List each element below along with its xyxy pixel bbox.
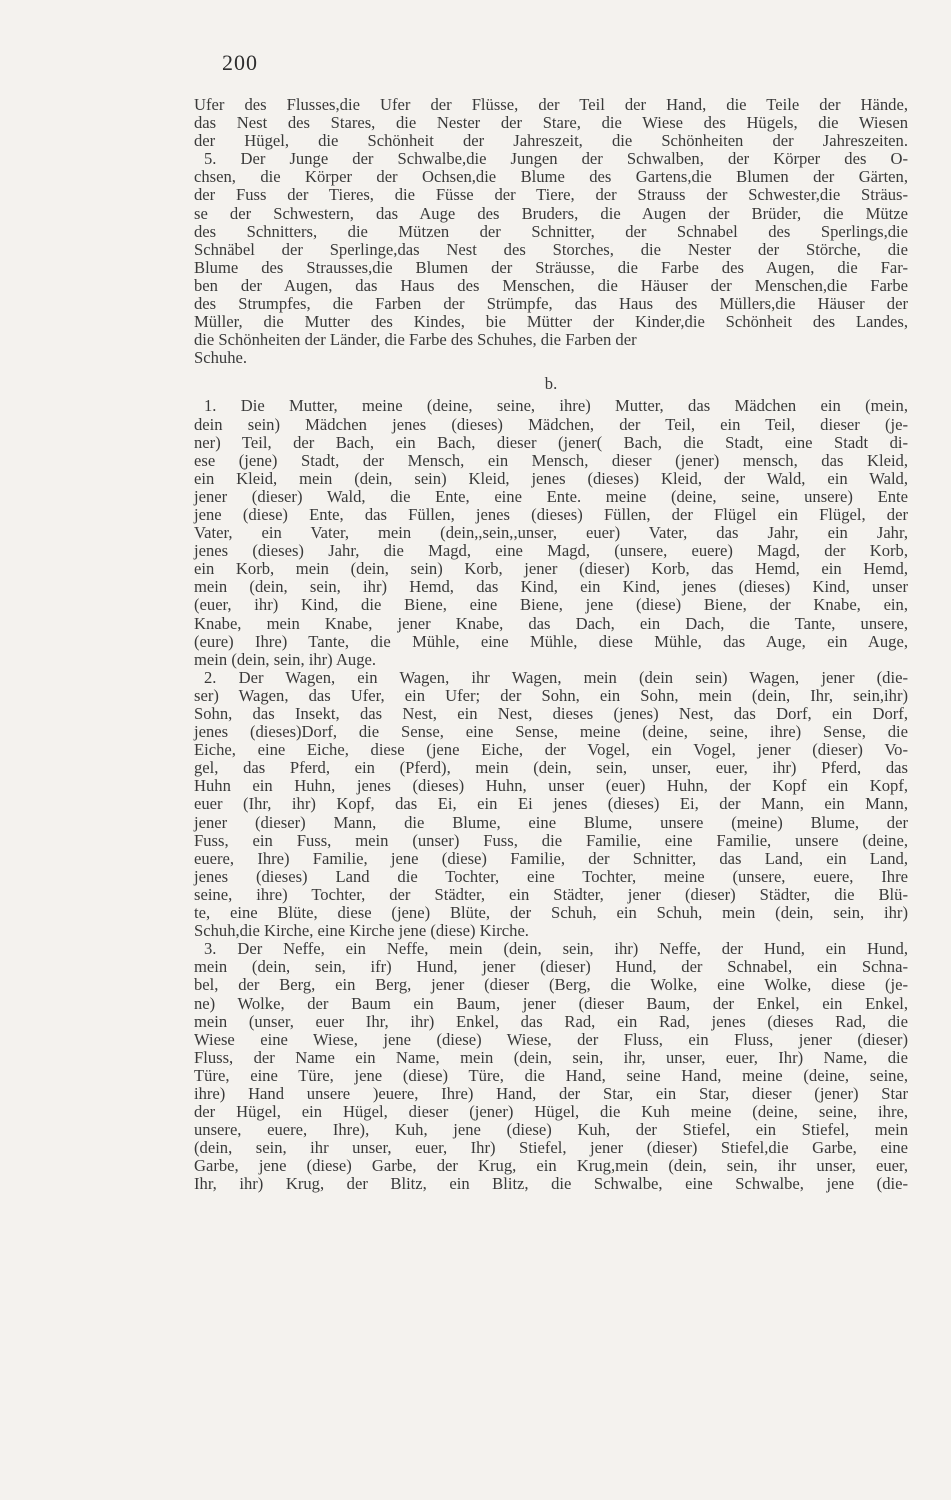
text-line: Knabe, mein Knabe, jener Knabe, das Dach, ein Dach, die Tante, unsere, bbox=[194, 613, 908, 633]
text-line: jener (dieser) Wald, die Ente, eine Ente. meine (deine, seine, unsere) Ente bbox=[194, 486, 908, 506]
text-line: Fuss, ein Fuss, mein (unser) Fuss, die Familie, eine Familie, unsere (deine, bbox=[194, 830, 908, 850]
text-line: ser) Wagen, das Ufer, ein Ufer; der Sohn, ein Sohn, mein (dein, Ihr, sein,ihr) bbox=[194, 685, 908, 705]
text-line: Sohn, das Insekt, das Nest, ein Nest, dieses (jenes) Nest, das Dorf, ein Dorf, bbox=[194, 704, 908, 723]
text-line: Garbe, jene (diese) Garbe, der Krug, ein Krug,mein (dein, sein, ihr unser, euer, bbox=[194, 1156, 908, 1176]
text-line: des Schnitters, die Mützen der Schnitter, der Schnabel des Sperlings,die bbox=[194, 221, 908, 241]
page-number: 200 bbox=[222, 50, 258, 75]
text-line: die Schönheiten der Länder, die Farbe des Schuhes, die Farben der bbox=[194, 330, 637, 350]
text-line: das Nest des Stares, die Nester der Stare, die Wiese des Hügels, die Wiesen bbox=[194, 113, 908, 133]
text-line: te, eine Blüte, diese (jene) Blüte, der Schuh, ein Schuh, mein (dein, sein, ihr) bbox=[194, 903, 908, 923]
text-line: jenes (dieses) Land die Tochter, eine Tochter, meine (unsere, euere, Ihre bbox=[194, 866, 908, 886]
text-line: Ufer des Flusses,die Ufer der Flüsse, der Teil der Hand, die Teile der Hände, bbox=[194, 95, 908, 114]
text-line: 1. Die Mutter, meine (deine, seine, ihre) Mutter, das Mädchen ein (mein, bbox=[204, 396, 908, 416]
text-line: (eure) Ihre) Tante, die Mühle, eine Mühle, diese Mühle, das Auge, ein Auge, bbox=[194, 631, 908, 651]
section-b-heading: b. bbox=[544, 374, 558, 394]
text-line: Schuhe. bbox=[194, 348, 247, 368]
text-line: 2. Der Wagen, ein Wagen, ihr Wagen, mein (dein sein) Wagen, jener (die- bbox=[204, 667, 908, 687]
text-line: gel, das Pferd, ein (Pferd), mein (dein, sein, unser, euer, ihr) Pferd, das bbox=[194, 758, 908, 778]
text-line: der Fuss der Tieres, die Füsse der Tiere, der Strauss der Schwester,die Sträus- bbox=[194, 185, 908, 205]
text-line: ese (jene) Stadt, der Mensch, ein Mensch, dieser (jener) mensch, das Kleid, bbox=[194, 450, 908, 470]
text-line: (dein, sein, ihr unser, euer, Ihr) Stiefel, jener (dieser) Stiefel,die Garbe, eine bbox=[194, 1138, 908, 1158]
text-line: Vater, ein Vater, mein (dein,,sein,,unser, euer) Vater, das Jahr, ein Jahr, bbox=[194, 523, 908, 543]
text-line: euere, Ihre) Familie, jene (diese) Familie, der Schnitter, das Land, ein Land, bbox=[194, 848, 908, 868]
text-line: jenes (dieses)Dorf, die Sense, eine Sense, meine (deine, seine, ihre) Sense, die bbox=[194, 722, 908, 742]
text-line: ben der Augen, das Haus des Menschen, die Häuser der Menschen,die Farbe bbox=[194, 275, 908, 295]
text-line: se der Schwestern, das Auge des Bruders, die Augen der Brüder, die Mütze bbox=[194, 203, 908, 223]
text-line: bel, der Berg, ein Berg, jener (dieser (Berg, die Wolke, eine Wolke, diese (je- bbox=[194, 975, 908, 995]
text-line: Türe, eine Türe, jene (diese) Türe, die Hand, seine Hand, meine (deine, seine, bbox=[194, 1065, 908, 1085]
text-line: Blume des Strausses,die Blumen der Sträusse, die Farbe des Augen, die Far- bbox=[194, 257, 908, 277]
text-line: Eiche, eine Eiche, diese (jene Eiche, der Vogel, ein Vogel, jener (dieser) Vo- bbox=[194, 740, 908, 760]
text-line: euer (Ihr, ihr) Kopf, das Ei, ein Ei jenes (dieses) Ei, der Mann, ein Mann, bbox=[194, 794, 908, 814]
text-line: mein (unser, euer Ihr, ihr) Enkel, das Rad, ein Rad, jenes (dieses Rad, die bbox=[194, 1011, 908, 1031]
text-line: ein Kleid, mein (dein, sein) Kleid, jenes (dieses) Kleid, der Wald, ein Wald, bbox=[194, 468, 908, 488]
text-line: 3. Der Neffe, ein Neffe, mein (dein, sein, ihr) Neffe, der Hund, ein Hund, bbox=[204, 939, 908, 959]
text-line: dein sein) Mädchen jenes (dieses) Mädchen, der Teil, ein Teil, dieser (je- bbox=[194, 414, 908, 434]
page-body-text bbox=[194, 96, 908, 1194]
text-line: jener (dieser) Mann, die Blume, eine Blume, unsere (meine) Blume, der bbox=[194, 812, 908, 832]
text-line: seine, ihre) Tochter, der Städter, ein Städter, jener (dieser) Städter, die Blü- bbox=[194, 884, 908, 904]
text-line: mein (dein, sein, ihr) Auge. bbox=[194, 649, 377, 669]
text-line: jene (diese) Ente, das Füllen, jenes (dieses) Füllen, der Flügel ein Flügel, der bbox=[194, 504, 908, 524]
text-line: des Strumpfes, die Farben der Strümpfe, das Haus des Müllers,die Häuser der bbox=[194, 294, 908, 314]
text-line: mein (dein, sein, ihr) Hemd, das Kind, ein Kind, jenes (dieses) Kind, unser bbox=[194, 577, 908, 597]
text-line: Müller, die Mutter des Kindes, bie Mütter der Kinder,die Schönheit des Landes, bbox=[194, 312, 908, 332]
text-line: ein Korb, mein (dein, sein) Korb, jener (dieser) Korb, das Hemd, ein Hemd, bbox=[194, 559, 908, 579]
section-b-paragraph bbox=[194, 397, 908, 1193]
text-line: der Hügel, ein Hügel, dieser (jener) Hügel, die Kuh meine (deine, seine, ihre, bbox=[194, 1102, 908, 1122]
text-line: ner) Teil, der Bach, ein Bach, dieser (jener( Bach, die Stadt, eine Stadt di- bbox=[194, 432, 908, 452]
text-line: ne) Wolke, der Baum ein Baum, jener (dieser Baum, der Enkel, ein Enkel, bbox=[194, 993, 908, 1013]
text-line: ihre) Hand unsere )euere, Ihre) Hand, der Star, ein Star, dieser (jener) Star bbox=[194, 1083, 908, 1103]
text-line: der Hügel, die Schönheit der Jahreszeit, die Schönheiten der Jahreszeiten. bbox=[194, 131, 908, 151]
text-line: mein (dein, sein, ifr) Hund, jener (dieser) Hund, der Schnabel, ein Schna- bbox=[194, 957, 908, 977]
text-line: 5. Der Junge der Schwalbe,die Jungen der Schwalben, der Körper des O- bbox=[204, 149, 908, 169]
text-line: Schnäbel der Sperlinge,das Nest des Storches, die Nester der Störche, die bbox=[194, 239, 908, 259]
text-line: Schuh,die Kirche, eine Kirche jene (diese) Kirche. bbox=[194, 921, 529, 941]
text-line: Wiese eine Wiese, jene (diese) Wiese, der Fluss, ein Fluss, jener (dieser) bbox=[194, 1029, 908, 1049]
text-line: (euer, ihr) Kind, die Biene, eine Biene, jene (diese) Biene, der Knabe, ein, bbox=[194, 595, 908, 615]
text-line: Fluss, der Name ein Name, mein (dein, sein, ihr, unser, euer, Ihr) Name, die bbox=[194, 1047, 908, 1067]
text-line: Huhn ein Huhn, jenes (dieses) Huhn, unser (euer) Huhn, der Kopf ein Kopf, bbox=[194, 776, 908, 796]
text-line: unsere, euere, Ihre), Kuh, jene (diese) Kuh, der Stiefel, ein Stiefel, mein bbox=[194, 1120, 908, 1140]
section-a-paragraph bbox=[194, 96, 908, 367]
text-line: jenes (dieses) Jahr, die Magd, eine Magd, (unsere, euere) Magd, der Korb, bbox=[194, 541, 908, 561]
text-line: Ihr, ihr) Krug, der Blitz, ein Blitz, die Schwalbe, eine Schwalbe, jene (die- bbox=[194, 1174, 908, 1194]
text-line: chsen, die Körper der Ochsen,die Blume des Gartens,die Blumen der Gärten, bbox=[194, 167, 908, 187]
